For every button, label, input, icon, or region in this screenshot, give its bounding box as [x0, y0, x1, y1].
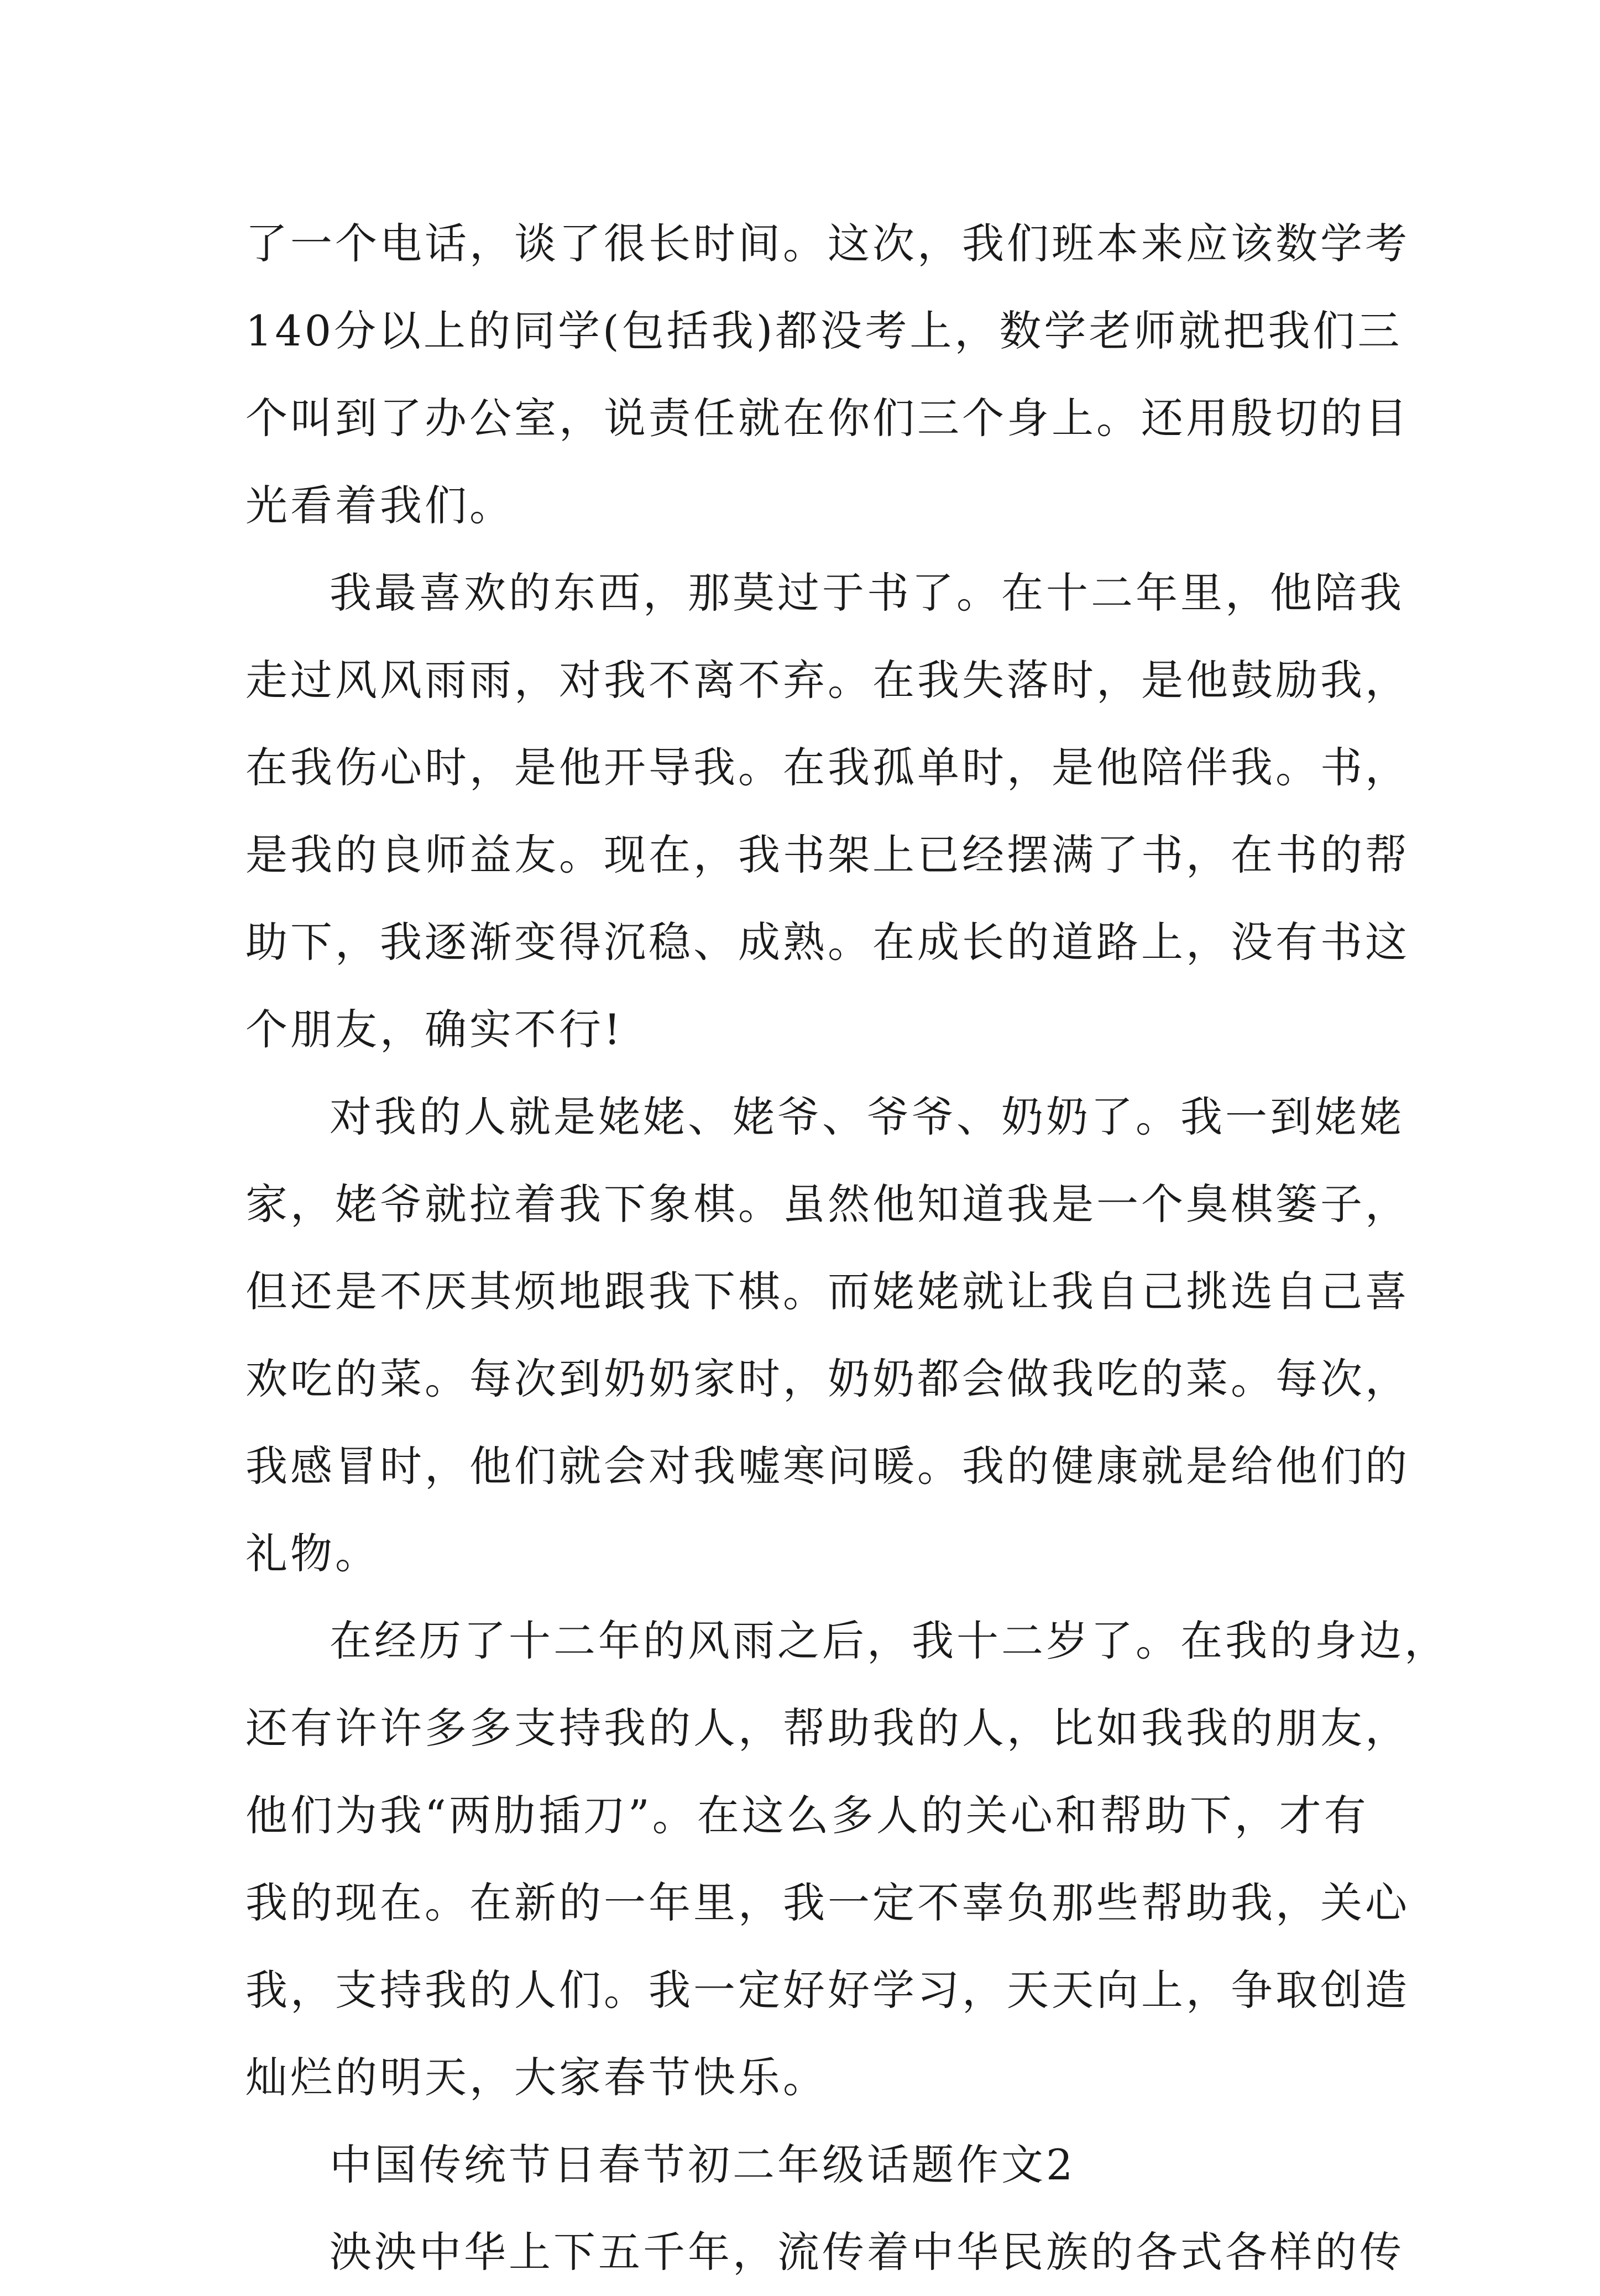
text-line: 但还是不厌其烦地跟我下棋。而姥姥就让我自己挑选自己喜 [245, 1267, 1410, 1316]
text-line: 光看着我们。 [245, 481, 514, 530]
text-line: 助下，我逐渐变得沉稳、成熟。在成长的道路上，没有书这 [245, 918, 1410, 967]
text-line: 我，支持我的人们。我一定好好学习，天天向上，争取创造 [245, 1965, 1410, 2015]
text-line: 140分以上的同学(包括我)都没考上，数学老师就把我们三 [245, 306, 1403, 355]
essay-text [245, 200, 1449, 2296]
paragraph-start-line: 对我的人就是姥姥、姥爷、爷爷、奶奶了。我一到姥姥 [330, 1092, 1404, 1141]
text-line: 礼物。 [245, 1529, 380, 1578]
text-line: 欢吃的菜。每次到奶奶家时，奶奶都会做我吃的菜。每次， [245, 1354, 1410, 1403]
text-line: 是我的良师益友。现在，我书架上已经摆满了书，在书的帮 [245, 830, 1410, 879]
paragraph-start-line: 在经历了十二年的风雨之后，我十二岁了。在我的身边， [330, 1616, 1449, 1665]
text-line: 还有许许多多支持我的人，帮助我的人，比如我我的朋友， [245, 1703, 1410, 1753]
text-line: 在我伤心时，是他开导我。在我孤单时，是他陪伴我。书， [245, 743, 1410, 792]
text-line: 个朋友，确实不行! [245, 1005, 624, 1054]
text-line: 我的现在。在新的一年里，我一定不辜负那些帮助我，关心 [245, 1878, 1410, 1927]
text-line: 灿烂的明天，大家春节快乐。 [245, 2053, 828, 2102]
paragraph-start-line: 我最喜欢的东西，那莫过于书了。在十二年里，他陪我 [330, 568, 1404, 617]
text-line: 家，姥爷就拉着我下象棋。虽然他知道我是一个臭棋篓子， [245, 1180, 1410, 1229]
section-heading: 中国传统节日春节初二年级话题作文2 [330, 2140, 1076, 2189]
paragraph-start-line: 泱泱中华上下五千年，流传着中华民族的各式各样的传 [330, 2227, 1404, 2277]
text-line: 了一个电话，谈了很长时间。这次，我们班本来应该数学考 [245, 219, 1410, 268]
text-line: 个叫到了办公室，说责任就在你们三个身上。还用殷切的目 [245, 394, 1410, 443]
text-line: 他们为我“两肋插刀”。在这么多人的关心和帮助下，才有 [245, 1791, 1369, 1840]
text-line: 走过风风雨雨，对我不离不弃。在我失落时，是他鼓励我， [245, 656, 1410, 705]
text-line: 我感冒时，他们就会对我嘘寒问暖。我的健康就是给他们的 [245, 1441, 1410, 1491]
